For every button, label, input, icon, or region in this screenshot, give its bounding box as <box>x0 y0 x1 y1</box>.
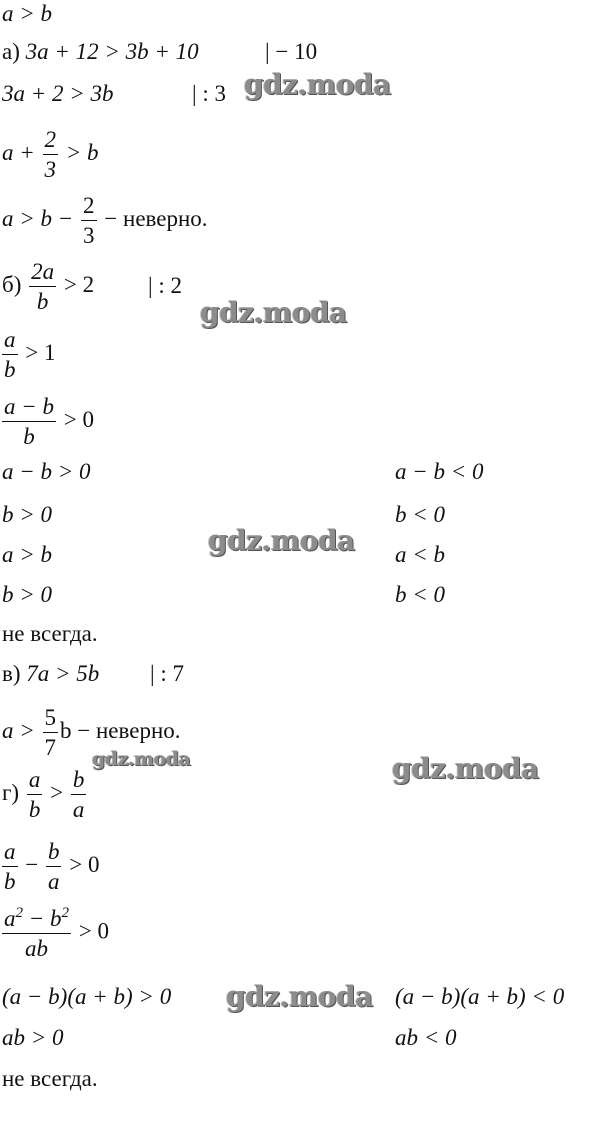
fraction-denominator: b <box>36 289 49 314</box>
watermark: gdz.moda <box>244 68 391 101</box>
part-b-case2-line4: b < 0 <box>395 582 446 607</box>
part-a-step-1 <box>2 40 199 63</box>
fraction-2a-over-b <box>29 260 56 313</box>
part-a-conclusion-left: a > b − <box>2 205 80 231</box>
part-b-operation: | : 2 <box>148 273 182 298</box>
fraction-numerator: a − b <box>2 395 56 422</box>
part-g-conclusion: не всегда. <box>2 1066 98 1091</box>
fraction-difference-of-squares-over-ab <box>2 906 71 960</box>
part-g-step-2 <box>0 840 99 893</box>
watermark: gdz.moda <box>226 980 373 1013</box>
part-g-step-3-right: > 0 <box>73 918 110 944</box>
part-b-step-3-right: > 0 <box>58 406 95 432</box>
part-a-conclusion-text: − неверно. <box>98 205 208 231</box>
exponent: 2 <box>15 905 23 921</box>
fraction-numerator: a <box>2 328 18 355</box>
fraction-denominator: b <box>23 424 35 449</box>
fraction-five-sevenths <box>43 706 59 759</box>
part-b-case2-line3: a < b <box>395 542 446 567</box>
watermark: gdz.moda <box>208 524 355 557</box>
part-b-case1-line1: a − b > 0 <box>2 459 91 484</box>
part-a-step-3 <box>2 128 99 181</box>
part-a-step-3-left: a + <box>2 139 41 165</box>
fraction-denominator: 7 <box>44 735 57 760</box>
fraction-two-thirds <box>43 128 59 181</box>
fraction-a-minus-b-over-b <box>2 395 56 448</box>
part-b-step-2-right: > 1 <box>19 339 56 365</box>
watermark: gdz.moda <box>392 752 539 785</box>
part-v-conclusion-text: b − неверно. <box>60 717 181 743</box>
part-v-step-1 <box>2 662 99 685</box>
fraction-denominator: a <box>72 797 85 822</box>
part-b-step-2 <box>0 328 55 381</box>
fraction-denominator: 3 <box>83 223 95 248</box>
fraction-a-over-b <box>2 840 18 893</box>
part-g-step-1 <box>2 768 88 821</box>
part-b-step-1-right: > 2 <box>58 271 95 297</box>
fraction-numerator: 2 <box>43 128 59 155</box>
part-g-label: г) <box>2 779 25 805</box>
fraction-denominator: a <box>47 869 60 894</box>
part-v-conclusion-left: a > <box>2 717 41 743</box>
part-a-operation-1: | − 10 <box>265 39 318 64</box>
part-b-step-3 <box>0 395 94 448</box>
fraction-denominator: 3 <box>44 157 57 182</box>
part-v-expression: 7a > 5b <box>26 661 100 686</box>
part-v-operation: | : 7 <box>150 661 184 686</box>
fraction-numerator: a <box>27 768 43 795</box>
part-g-step-2-right: > 0 <box>63 851 100 877</box>
fraction-numerator: a <box>2 840 18 867</box>
part-b-case2-line2: b < 0 <box>395 502 446 527</box>
part-b-conclusion: не всегда. <box>2 621 98 646</box>
part-b-label: б) <box>2 271 28 297</box>
part-a-label: а) <box>2 39 26 64</box>
part-g-case1-line1: (a − b)(a + b) > 0 <box>2 984 172 1009</box>
part-b-step-1 <box>2 260 94 313</box>
part-b-case2-line1: a − b < 0 <box>395 459 484 484</box>
numerator-a: a <box>4 906 16 931</box>
part-a-step-2: 3a + 2 > 3b <box>2 81 114 106</box>
numerator-minus-b: − b <box>23 906 62 931</box>
fraction-b-over-a <box>71 768 87 821</box>
comparison-sign: > <box>44 779 69 805</box>
fraction-numerator: b <box>46 840 62 867</box>
fraction-denominator: b <box>4 357 16 382</box>
part-b-case1-line3: a > b <box>2 542 53 567</box>
part-b-case1-line2: b > 0 <box>2 502 53 527</box>
fraction-numerator: 2a <box>29 260 56 287</box>
fraction-denominator: b <box>4 869 16 894</box>
part-g-step-3 <box>0 906 109 960</box>
part-b-case1-line4: b > 0 <box>2 582 53 607</box>
fraction-numerator: 5 <box>43 706 59 733</box>
fraction-numerator <box>2 906 71 934</box>
part-a-operation-2: | : 3 <box>192 81 226 106</box>
fraction-denominator: ab <box>25 936 49 961</box>
part-v-label: в) <box>2 661 27 686</box>
part-g-case2-line1: (a − b)(a + b) < 0 <box>395 984 565 1009</box>
minus-sign: − <box>19 851 44 877</box>
fraction-numerator: b <box>71 768 87 795</box>
fraction-a-over-b <box>27 768 43 821</box>
fraction-denominator: b <box>28 797 41 822</box>
watermark: gdz.moda <box>92 748 191 770</box>
given-condition: a > b <box>2 1 53 26</box>
part-g-case1-line2: ab > 0 <box>2 1025 64 1050</box>
part-a-expression: 3a + 12 > 3b + 10 <box>25 39 199 64</box>
fraction-two-thirds <box>81 194 97 247</box>
part-a-conclusion <box>2 194 208 247</box>
fraction-a-over-b <box>2 328 18 381</box>
exponent: 2 <box>61 905 70 921</box>
part-a-step-3-right: > b <box>60 139 99 165</box>
fraction-numerator: 2 <box>81 194 97 221</box>
watermark: gdz.moda <box>200 296 347 329</box>
fraction-b-over-a <box>46 840 62 893</box>
part-g-case2-line2: ab < 0 <box>395 1025 457 1050</box>
